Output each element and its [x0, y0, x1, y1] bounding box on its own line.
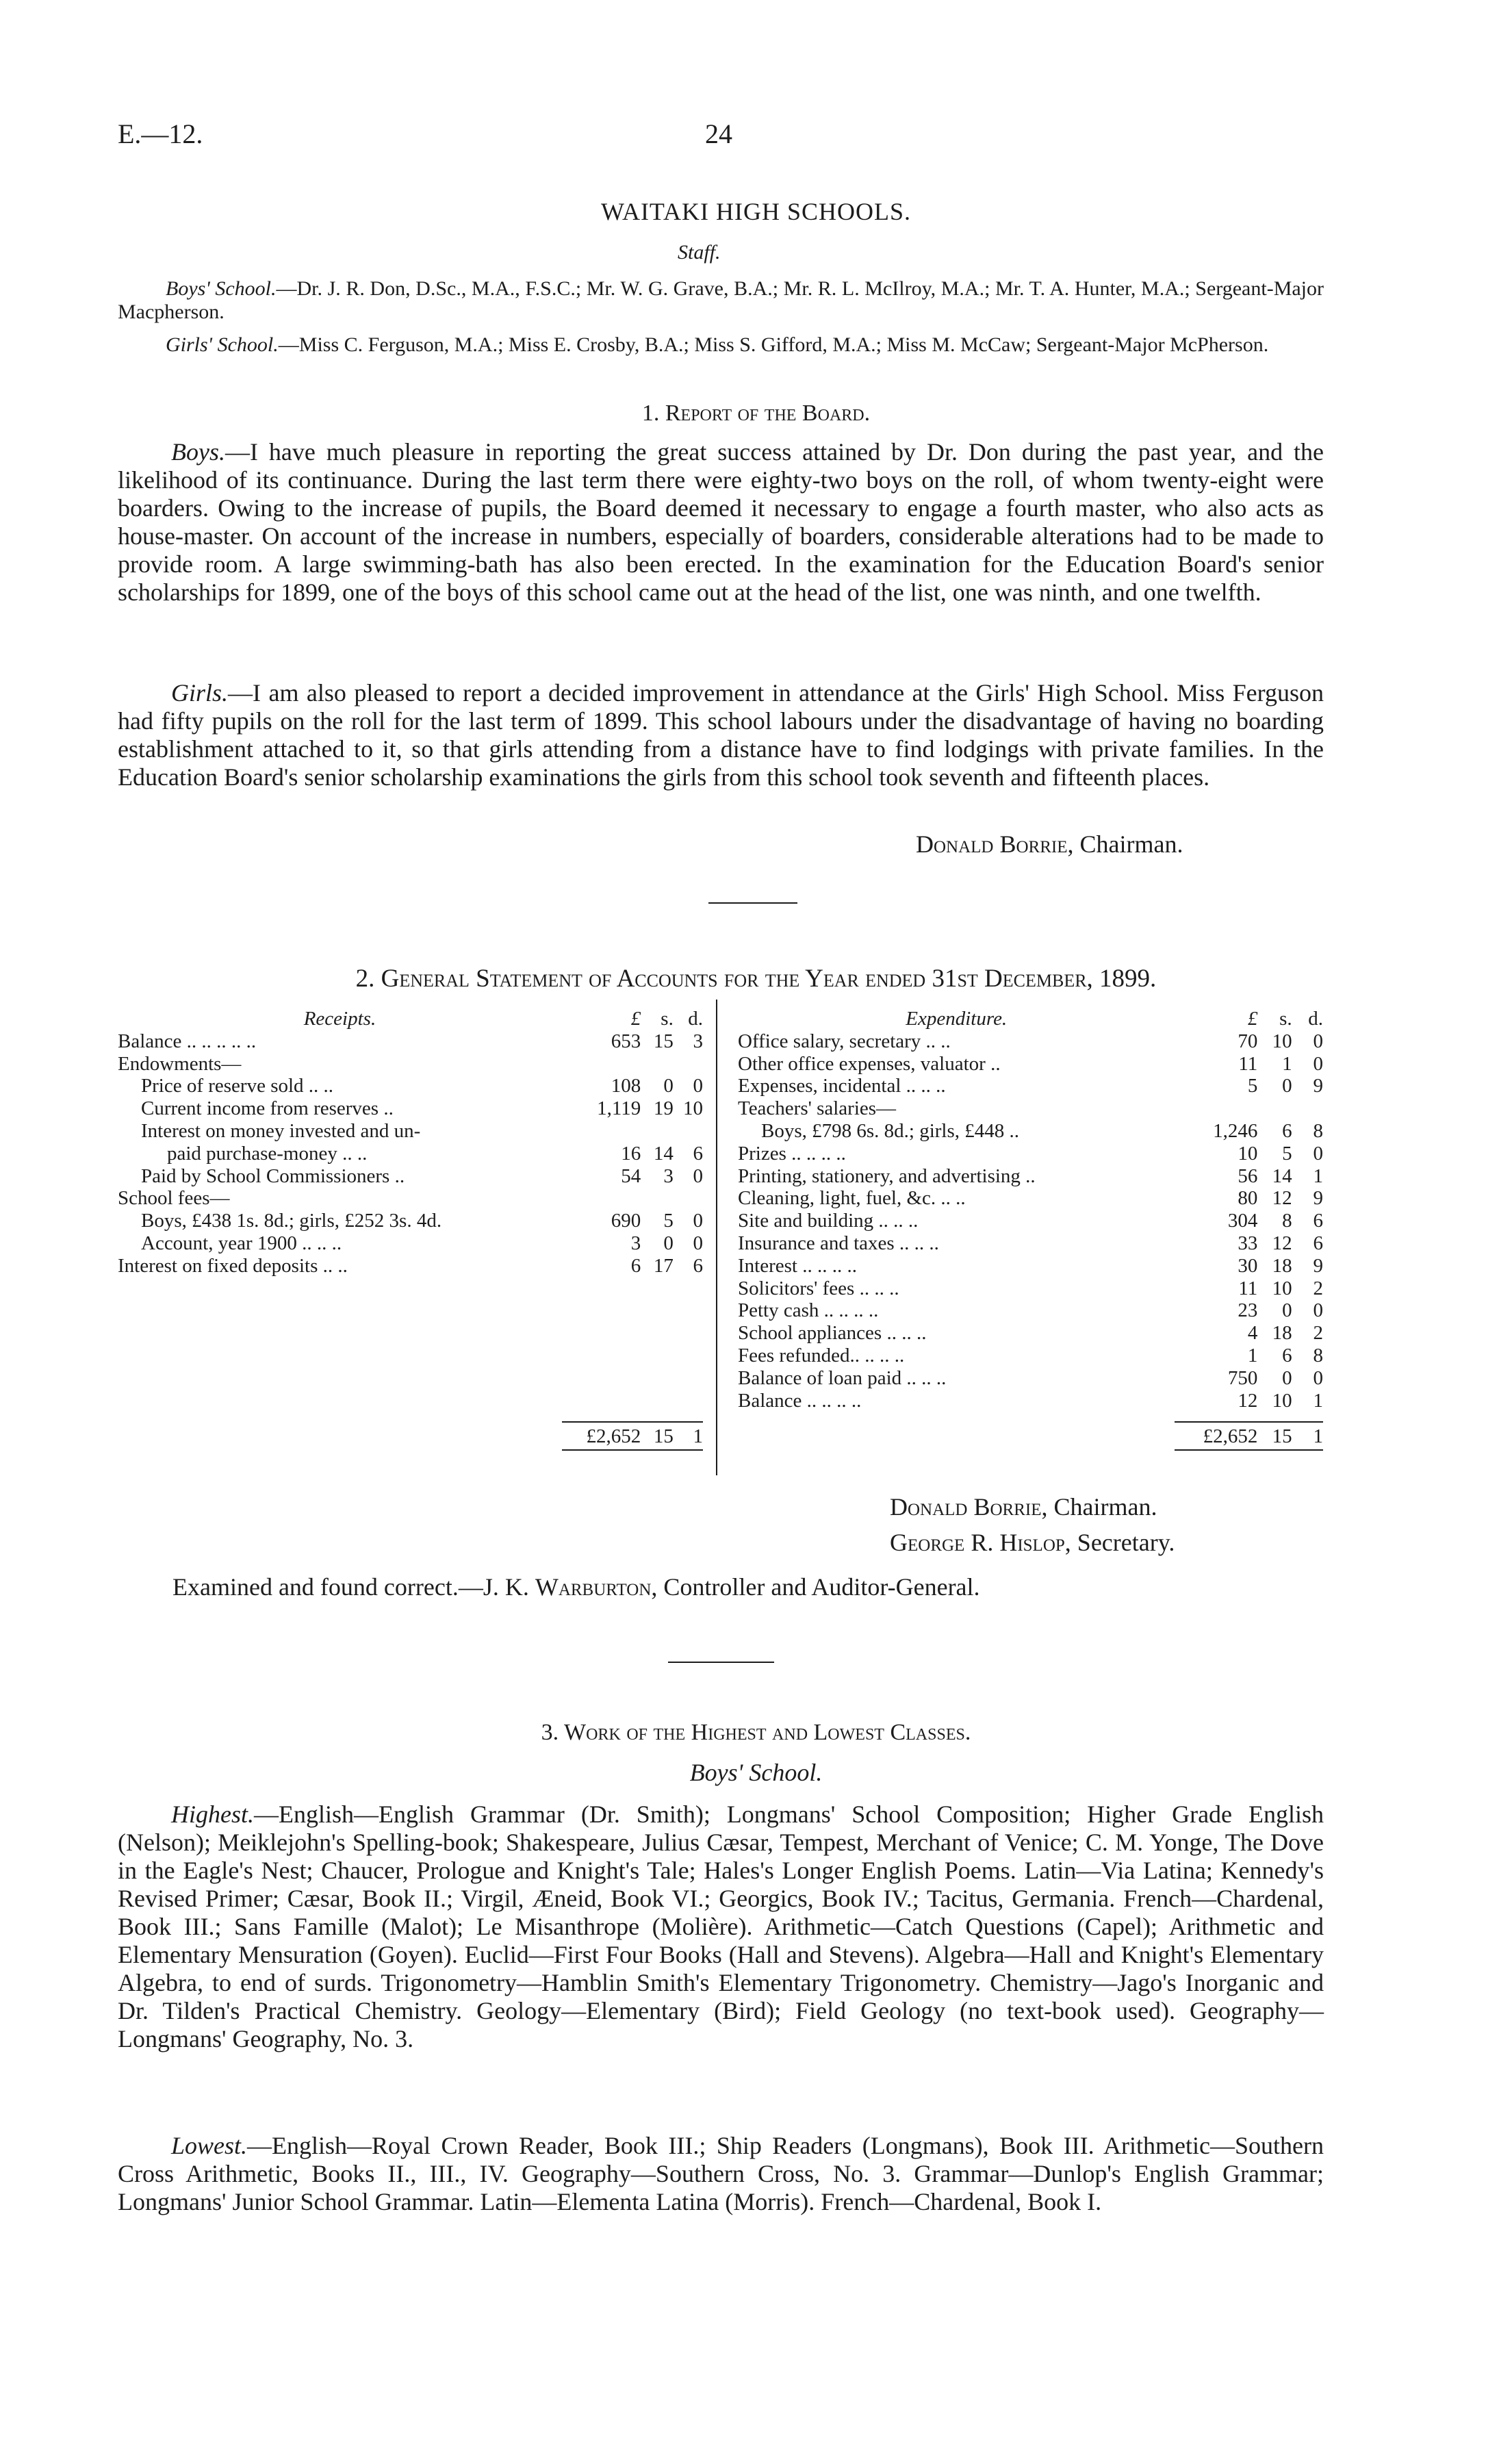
total-row: [118, 1422, 703, 1450]
account-label: School appliances .. .. ..: [738, 1322, 927, 1345]
sign1-name: Donald Borrie: [890, 1493, 1042, 1521]
total-label: [118, 1422, 562, 1450]
report-boys-label: Boys.: [171, 438, 225, 466]
amount-pounds: 653: [611, 1030, 641, 1052]
amount-shillings: 10: [1272, 1030, 1292, 1052]
account-row: [738, 1277, 1323, 1300]
account-label: Boys, £438 1s. 8d.; girls, £252 3s. 4d.: [141, 1210, 442, 1232]
amount-pounds: 12: [1238, 1389, 1258, 1412]
examined-prefix: Examined and found correct.—J. K.: [172, 1573, 535, 1601]
total-pounds: £2,652: [1175, 1422, 1257, 1450]
account-row: [738, 1390, 1323, 1412]
account-label: Printing, stationery, and advertising ..: [738, 1165, 1036, 1187]
amount-pounds: 4: [1247, 1322, 1258, 1345]
amount-shillings: 6: [1282, 1119, 1292, 1142]
amount-pounds: 1,246: [1213, 1119, 1258, 1142]
amount-pounds: 3: [630, 1232, 641, 1254]
account-label: Insurance and taxes .. .. ..: [738, 1232, 939, 1254]
account-label: Boys, £798 6s. 8d.; girls, £448 ..: [761, 1119, 1020, 1142]
amount-shillings: 12: [1272, 1232, 1292, 1254]
account-label: Cleaning, light, fuel, &c. .. ..: [738, 1187, 966, 1210]
account-row: [738, 1120, 1323, 1143]
empty-row: [118, 1322, 703, 1345]
amount-shillings: 0: [663, 1232, 674, 1254]
amount-pence: 0: [1313, 1030, 1323, 1052]
account-label: Site and building .. .. ..: [738, 1210, 919, 1232]
examined-name: Warburton: [535, 1573, 652, 1601]
highest-class-paragraph: [118, 1801, 1324, 2053]
report-heading: 1. Report of the Board.: [641, 400, 871, 426]
amount-shillings: 17: [653, 1254, 674, 1277]
amount-pence: 0: [1313, 1052, 1323, 1075]
account-row: [738, 1255, 1323, 1277]
col-pence: d.: [1308, 1008, 1323, 1030]
amount-shillings: 0: [1282, 1299, 1292, 1322]
account-row: [118, 1053, 703, 1076]
account-row: [118, 1030, 703, 1053]
work-heading: 3. Work of the Highest and Lowest Classes.: [541, 1720, 971, 1745]
amount-pounds: 16: [621, 1142, 641, 1165]
total-pence: 1: [674, 1422, 703, 1450]
highest-text: —English—English Grammar (Dr. Smith); Longmans' School Composition; Higher Grade English (Nelson); Meiklejohn's Spelling-book; Shakespeare, Julius Cæsar, Tempest, Merchant of Venice; C. M. Yonge, The Dove in the Eagle's Nest; Chaucer, Prologue and Knight's Tale; Hales's Longer English Poems. Latin—Via Latina; Kennedy's Revised Primer; Cæsar, Book II.; Virgil, Æneid, Book VI.; Georgics, Book IV.; Tacitus, Germania. French—Chardenal, Book III.; Sans Famille (Malot); Le Misanthrope (Molière). Arithmetic—Catch Questions (Capel); Arithmetic and Elementary Mensuration (Goyen). Euclid—First Four Books (Hall and Stevens). Algebra—Hall and Knight's Elementary Algebra, to end of surds. Trigonometry—Hamblin Smith's Elementary Trigonometry. Chemistry—Jago's Inorganic and Dr. Tilden's Practical Chemistry. Geology—Elementary (Bird); Field Geology (no text-book used). Geography—Longmans' Geography, No. 3.: [118, 1801, 1324, 2052]
amount-pounds: [562, 1053, 641, 1076]
statement-signature-chairman: [890, 1492, 1157, 1521]
report-sign-role: , Chairman.: [1067, 830, 1183, 858]
report-girls-paragraph: [118, 679, 1324, 791]
amount-pounds: 30: [1238, 1254, 1258, 1277]
account-row: [118, 1097, 703, 1120]
amount-pence: 1: [1313, 1389, 1323, 1412]
total-shillings: 15: [641, 1422, 674, 1450]
total-pence: 1: [1292, 1422, 1323, 1450]
amount-shillings: [1257, 1097, 1292, 1120]
account-row: [118, 1232, 703, 1255]
amount-pence: 0: [693, 1165, 703, 1187]
staff-girls-text: —Miss C. Ferguson, M.A.; Miss E. Crosby, B.A.; Miss S. Gifford, M.A.; Miss M. McCaw; Sergeant-Major McPherson.: [278, 333, 1269, 356]
amount-pounds: 108: [611, 1075, 641, 1097]
amount-pence: 0: [693, 1210, 703, 1232]
report-boys-text: —I have much pleasure in reporting the great success attained by Dr. Don during the past year, and the likelihood of its continuance. During the last term there were eighty-two boys on the roll, of whom twenty-eight were boarders. Owing to the increase of pupils, the Board deemed it necessary to engage a fourth master, who also acts as house-master. On account of the increase in numbers, especially of boarders, considerable alterations had to be made to provide room. A large swimming-bath has also been erected. In the examination for the Education Board's senior scholarships for 1899, one of the boys of this school came out at the head of the list, one was ninth, and one twelfth.: [118, 438, 1324, 606]
spacer-row: [738, 1412, 1323, 1422]
amount-pounds: 6: [630, 1254, 641, 1277]
amount-shillings: 0: [1282, 1075, 1292, 1097]
report-boys-paragraph: [118, 438, 1324, 607]
receipts-table: [118, 1008, 703, 1451]
account-label: Fees refunded.. .. .. ..: [738, 1344, 905, 1366]
account-label: Balance of loan paid .. .. ..: [738, 1366, 947, 1389]
column-divider: [716, 1000, 717, 1475]
report-signature: [916, 830, 1183, 858]
amount-pounds: 23: [1238, 1299, 1258, 1322]
amount-shillings: 8: [1282, 1210, 1292, 1232]
account-label: Other office expenses, valuator ..: [738, 1052, 1001, 1075]
amount-pence: 0: [1313, 1366, 1323, 1389]
sign1-role: , Chairman.: [1041, 1493, 1157, 1521]
account-row: [738, 1030, 1323, 1053]
empty-row: [118, 1390, 703, 1412]
account-row: [738, 1075, 1323, 1097]
sign2-name: George R. Hislop: [890, 1529, 1065, 1556]
amount-pence: 6: [1313, 1210, 1323, 1232]
account-label: Office salary, secretary .. ..: [738, 1030, 951, 1052]
account-row: [738, 1322, 1323, 1345]
amount-pence: 9: [1313, 1187, 1323, 1210]
account-row: [738, 1367, 1323, 1390]
amount-shillings: 5: [663, 1210, 674, 1232]
amount-pence: [674, 1120, 703, 1143]
account-row: [738, 1232, 1323, 1255]
amount-pounds: [562, 1120, 641, 1143]
account-label: Teachers' salaries—: [738, 1097, 897, 1120]
account-label: Prizes .. .. .. ..: [738, 1142, 846, 1165]
audit-note: [172, 1573, 980, 1601]
account-label: Balance .. .. .. ..: [738, 1389, 862, 1412]
account-row: [118, 1120, 703, 1143]
amount-shillings: [641, 1120, 674, 1143]
amount-shillings: 10: [1272, 1389, 1292, 1412]
amount-pounds: 80: [1238, 1187, 1258, 1210]
amount-shillings: 18: [1272, 1254, 1292, 1277]
col-shillings: s.: [1279, 1008, 1292, 1030]
account-label: Interest on money invested and un-: [141, 1119, 421, 1142]
amount-pence: 9: [1313, 1254, 1323, 1277]
amount-shillings: [641, 1187, 674, 1210]
account-label: paid purchase-money .. ..: [167, 1142, 368, 1165]
amount-pence: 8: [1313, 1119, 1323, 1142]
amount-pence: 9: [1313, 1075, 1323, 1097]
lowest-text: —English—Royal Crown Reader, Book III.; Ship Readers (Longmans), Book III. Arithmetic—Southern Cross Arithmetic, Books II., III., IV. Geography—Southern Cross, No. 3. Grammar—Dunlop's English Grammar; Longmans' Junior School Grammar. Latin—Elementa Latina (Morris). French—Chardenal, Book I.: [118, 2132, 1324, 2215]
empty-row: [118, 1277, 703, 1300]
col-pence: d.: [688, 1008, 703, 1030]
report-girls-label: Girls.: [171, 679, 229, 707]
document-reference: E.—12.: [118, 118, 203, 149]
staff-girls: [118, 333, 1324, 357]
account-row: [738, 1097, 1323, 1120]
page-number: 24: [705, 118, 732, 149]
amount-shillings: 5: [1282, 1142, 1292, 1165]
amount-shillings: 0: [1282, 1366, 1292, 1389]
amount-pounds: 11: [1238, 1277, 1258, 1299]
sign2-role: , Secretary.: [1064, 1529, 1175, 1556]
amount-pounds: 1,119: [597, 1097, 641, 1120]
amount-pounds: 1: [1247, 1344, 1258, 1366]
staff-girls-label: Girls' School.: [166, 333, 279, 356]
amount-shillings: 10: [1272, 1277, 1292, 1299]
empty-row: [118, 1345, 703, 1367]
expenditure-table: [738, 1008, 1323, 1451]
amount-pounds: [1175, 1097, 1257, 1120]
account-row: [118, 1143, 703, 1165]
amount-pounds: 690: [611, 1210, 641, 1232]
account-row: [738, 1165, 1323, 1188]
total-pounds: £2,652: [562, 1422, 641, 1450]
amount-pounds: 56: [1238, 1165, 1258, 1187]
account-label: Account, year 1900 .. .. ..: [141, 1232, 342, 1254]
account-label: Petty cash .. .. .. ..: [738, 1299, 879, 1322]
amount-pence: 0: [693, 1075, 703, 1097]
account-row: [738, 1299, 1323, 1322]
report-sign-name: Donald Borrie: [916, 830, 1068, 858]
account-row: [118, 1210, 703, 1232]
account-row: [118, 1187, 703, 1210]
empty-row: [118, 1299, 703, 1322]
account-row: [738, 1053, 1323, 1076]
amount-pence: 2: [1313, 1322, 1323, 1345]
amount-pounds: 70: [1238, 1030, 1258, 1052]
expenditure-title: Expenditure.: [906, 1008, 1008, 1030]
amount-shillings: 1: [1282, 1052, 1292, 1075]
account-row: [118, 1075, 703, 1097]
total-row: [738, 1422, 1323, 1450]
lowest-label: Lowest.: [171, 2132, 248, 2159]
empty-row: [118, 1367, 703, 1390]
account-label: Price of reserve sold .. ..: [141, 1075, 334, 1097]
total-shillings: 15: [1257, 1422, 1292, 1450]
account-label: Interest on fixed deposits .. ..: [118, 1254, 348, 1277]
amount-pence: [1292, 1097, 1323, 1120]
amount-pence: 2: [1313, 1277, 1323, 1299]
spacer-row: [118, 1412, 703, 1422]
account-row: [118, 1165, 703, 1188]
account-row: [738, 1187, 1323, 1210]
staff-boys: [118, 277, 1324, 324]
account-label: Interest .. .. .. ..: [738, 1254, 857, 1277]
lowest-class-paragraph: [118, 2132, 1324, 2216]
account-row: [118, 1255, 703, 1277]
statement-signature-secretary: [890, 1528, 1175, 1557]
amount-shillings: 14: [653, 1142, 674, 1165]
staff-boys-text: —Dr. J. R. Don, D.Sc., M.A., F.S.C.; Mr. W. G. Grave, B.A.; Mr. R. L. McIlroy, M.A.; Mr. T. A. Hunter, M.A.; Sergeant-Major Macpherson.: [118, 277, 1324, 323]
amount-pounds: 5: [1247, 1075, 1258, 1097]
account-label: Balance .. .. .. .. ..: [118, 1030, 257, 1052]
col-pounds: £: [1247, 1008, 1258, 1030]
amount-pence: 6: [693, 1142, 703, 1165]
amount-pence: 8: [1313, 1344, 1323, 1366]
amount-shillings: [641, 1053, 674, 1076]
account-label: Solicitors' fees .. .. ..: [738, 1277, 899, 1299]
section-divider-2: [668, 1662, 774, 1663]
account-label: Expenses, incidental .. .. ..: [738, 1075, 946, 1097]
account-row: [738, 1345, 1323, 1367]
receipts-title: Receipts.: [303, 1008, 376, 1030]
section-divider: [708, 902, 797, 904]
amount-pounds: 11: [1238, 1052, 1258, 1075]
amount-pence: 0: [1313, 1299, 1323, 1322]
staff-heading: Staff.: [678, 241, 721, 264]
amount-pounds: 10: [1238, 1142, 1258, 1165]
staff-boys-label: Boys' School.: [166, 277, 277, 300]
col-pounds: £: [630, 1008, 641, 1030]
examined-suffix: , Controller and Auditor-General.: [651, 1573, 980, 1601]
account-row: [738, 1210, 1323, 1232]
amount-shillings: 18: [1272, 1322, 1292, 1345]
amount-shillings: 0: [663, 1075, 674, 1097]
amount-pence: 0: [693, 1232, 703, 1254]
amount-pence: 10: [683, 1097, 703, 1120]
amount-shillings: 15: [653, 1030, 674, 1052]
amount-pence: 6: [1313, 1232, 1323, 1254]
account-label: Endowments—: [118, 1052, 242, 1075]
amount-pence: 0: [1313, 1142, 1323, 1165]
amount-pounds: 54: [621, 1165, 641, 1187]
amount-pounds: 750: [1227, 1366, 1258, 1389]
amount-pence: 1: [1313, 1165, 1323, 1187]
amount-pence: [674, 1053, 703, 1076]
col-shillings: s.: [661, 1008, 674, 1030]
highest-label: Highest.: [171, 1801, 254, 1828]
amount-pence: 6: [693, 1254, 703, 1277]
amount-pence: [674, 1187, 703, 1210]
work-subheading: Boys' School.: [689, 1759, 823, 1786]
amount-shillings: 19: [653, 1097, 674, 1120]
account-label: Current income from reserves ..: [141, 1097, 394, 1120]
amount-shillings: 14: [1272, 1165, 1292, 1187]
amount-shillings: 12: [1272, 1187, 1292, 1210]
total-label: [738, 1422, 1175, 1450]
amount-shillings: 6: [1282, 1344, 1292, 1366]
report-girls-text: —I am also pleased to report a decided improvement in attendance at the Girls' High School. Miss Ferguson had fifty pupils on the roll for the last term of 1899. This school labours under the disadvantage of having no boarding establishment attached to it, so that girls attending from a distance have to find lodgings with private families. In the Education Board's senior scholarship examinations the girls from this school took seventh and fifteenth places.: [118, 679, 1324, 791]
account-label: School fees—: [118, 1187, 230, 1210]
statement-heading: 2. General Statement of Accounts for the Year ended 31st December, 1899.: [355, 965, 1157, 993]
amount-pounds: 304: [1227, 1210, 1258, 1232]
page-title: WAITAKI HIGH SCHOOLS.: [600, 198, 912, 225]
account-row: [738, 1143, 1323, 1165]
amount-pounds: [562, 1187, 641, 1210]
amount-shillings: 3: [663, 1165, 674, 1187]
amount-pence: 3: [693, 1030, 703, 1052]
amount-pounds: 33: [1238, 1232, 1258, 1254]
account-label: Paid by School Commissioners ..: [141, 1165, 405, 1187]
